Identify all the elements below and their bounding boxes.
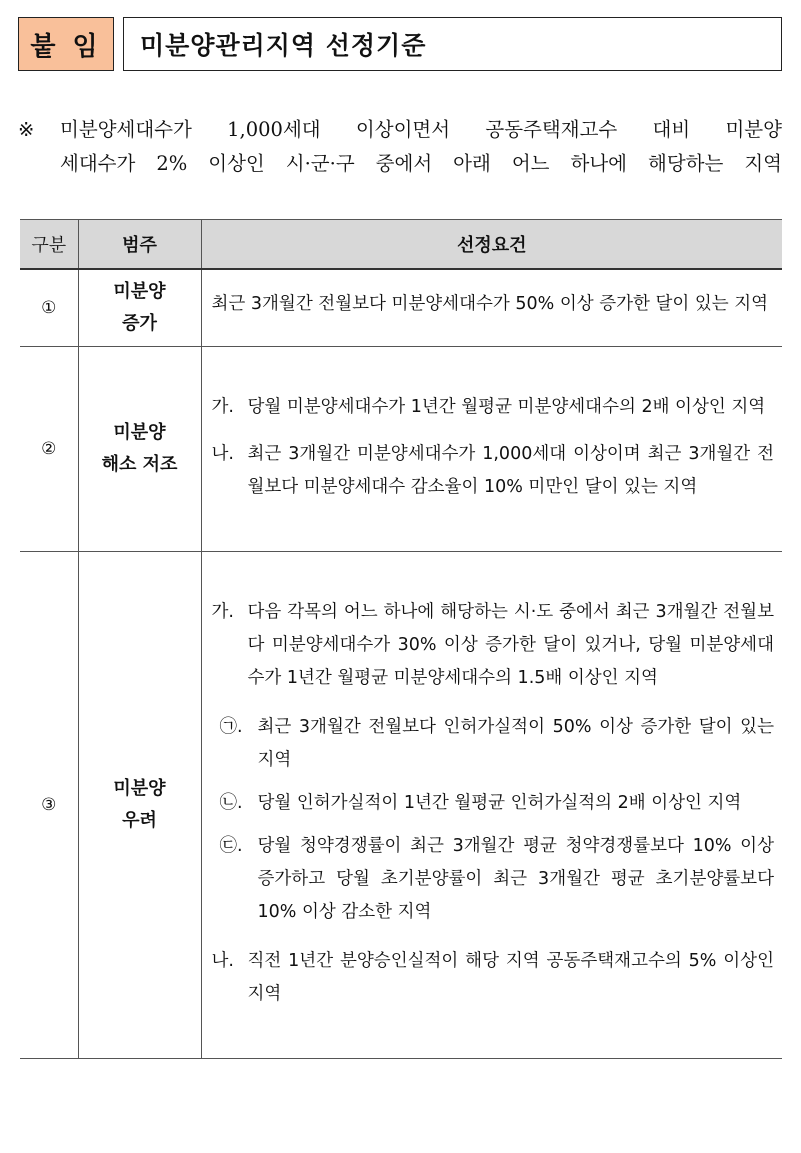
row-number: ① [20,269,78,346]
header-requirement: 선정요건 [201,220,782,270]
reference-mark: ※ [18,118,35,141]
row-category: 미분양 우려 [78,551,201,1058]
row-number: ② [20,346,78,551]
table-row [20,551,782,1058]
header-num: 구분 [20,220,78,270]
list-item: 나. 직전 1년간 분양승인실적이 해당 지역 공동주택재고수의 5% 이상인 지역 [211,951,774,1004]
table-row [20,269,782,346]
row-requirement [201,551,782,1058]
row-requirement [201,346,782,551]
attachment-badge: 붙 임 [18,17,114,71]
note-line-2: 세대수가 2% 이상인 시·군·구 중에서 아래 어느 하나에 해당하는 지역 [60,152,782,175]
row-category: 미분양 증가 [78,269,201,346]
list-item: 가. 다음 각목의 어느 하나에 해당하는 시·도 중에서 최근 3개월간 전월보다 미분양세대수가 30% 이상 증가한 달이 있거나, 당월 미분양세대수가 1년간 월평균 미분양세대수의 1.5배 이상인 지역 [211,602,774,688]
row-requirement: 최근 3개월간 전월보다 미분양세대수가 50% 이상 증가한 달이 있는 지역 [201,269,782,346]
note-line-1: 미분양세대수가 1,000세대 이상이면서 공동주택재고수 대비 미분양 [60,118,782,141]
row-number: ③ [20,551,78,1058]
list-item: 가. 당월 미분양세대수가 1년간 월평균 미분양세대수의 2배 이상인 지역 [211,397,766,417]
criteria-table [20,219,782,1059]
sub-item: ㉠. 최근 3개월간 전월보다 인허가실적이 50% 이상 증가한 달이 있는 지역 [219,717,774,770]
sub-item: ㉢. 당월 청약경쟁률이 최근 3개월간 평균 청약경쟁률보다 10% 이상 증가하고 당월 초기분양률이 최근 3개월간 평균 초기분양률보다 10% 이상 감소한 지역 [219,836,774,922]
sub-item: ㉡. 당월 인허가실적이 1년간 월평균 인허가실적의 2배 이상인 지역 [219,793,742,813]
row-category: 미분양 해소 저조 [78,346,201,551]
list-item: 나. 최근 3개월간 미분양세대수가 1,000세대 이상이며 최근 3개월간 전월보다 미분양세대수 감소율이 10% 미만인 달이 있는 지역 [211,444,774,497]
header-category: 범주 [78,220,201,270]
table-row [20,346,782,551]
document-title: 미분양관리지역 선정기준 [123,17,782,71]
table-header-row [20,220,782,270]
